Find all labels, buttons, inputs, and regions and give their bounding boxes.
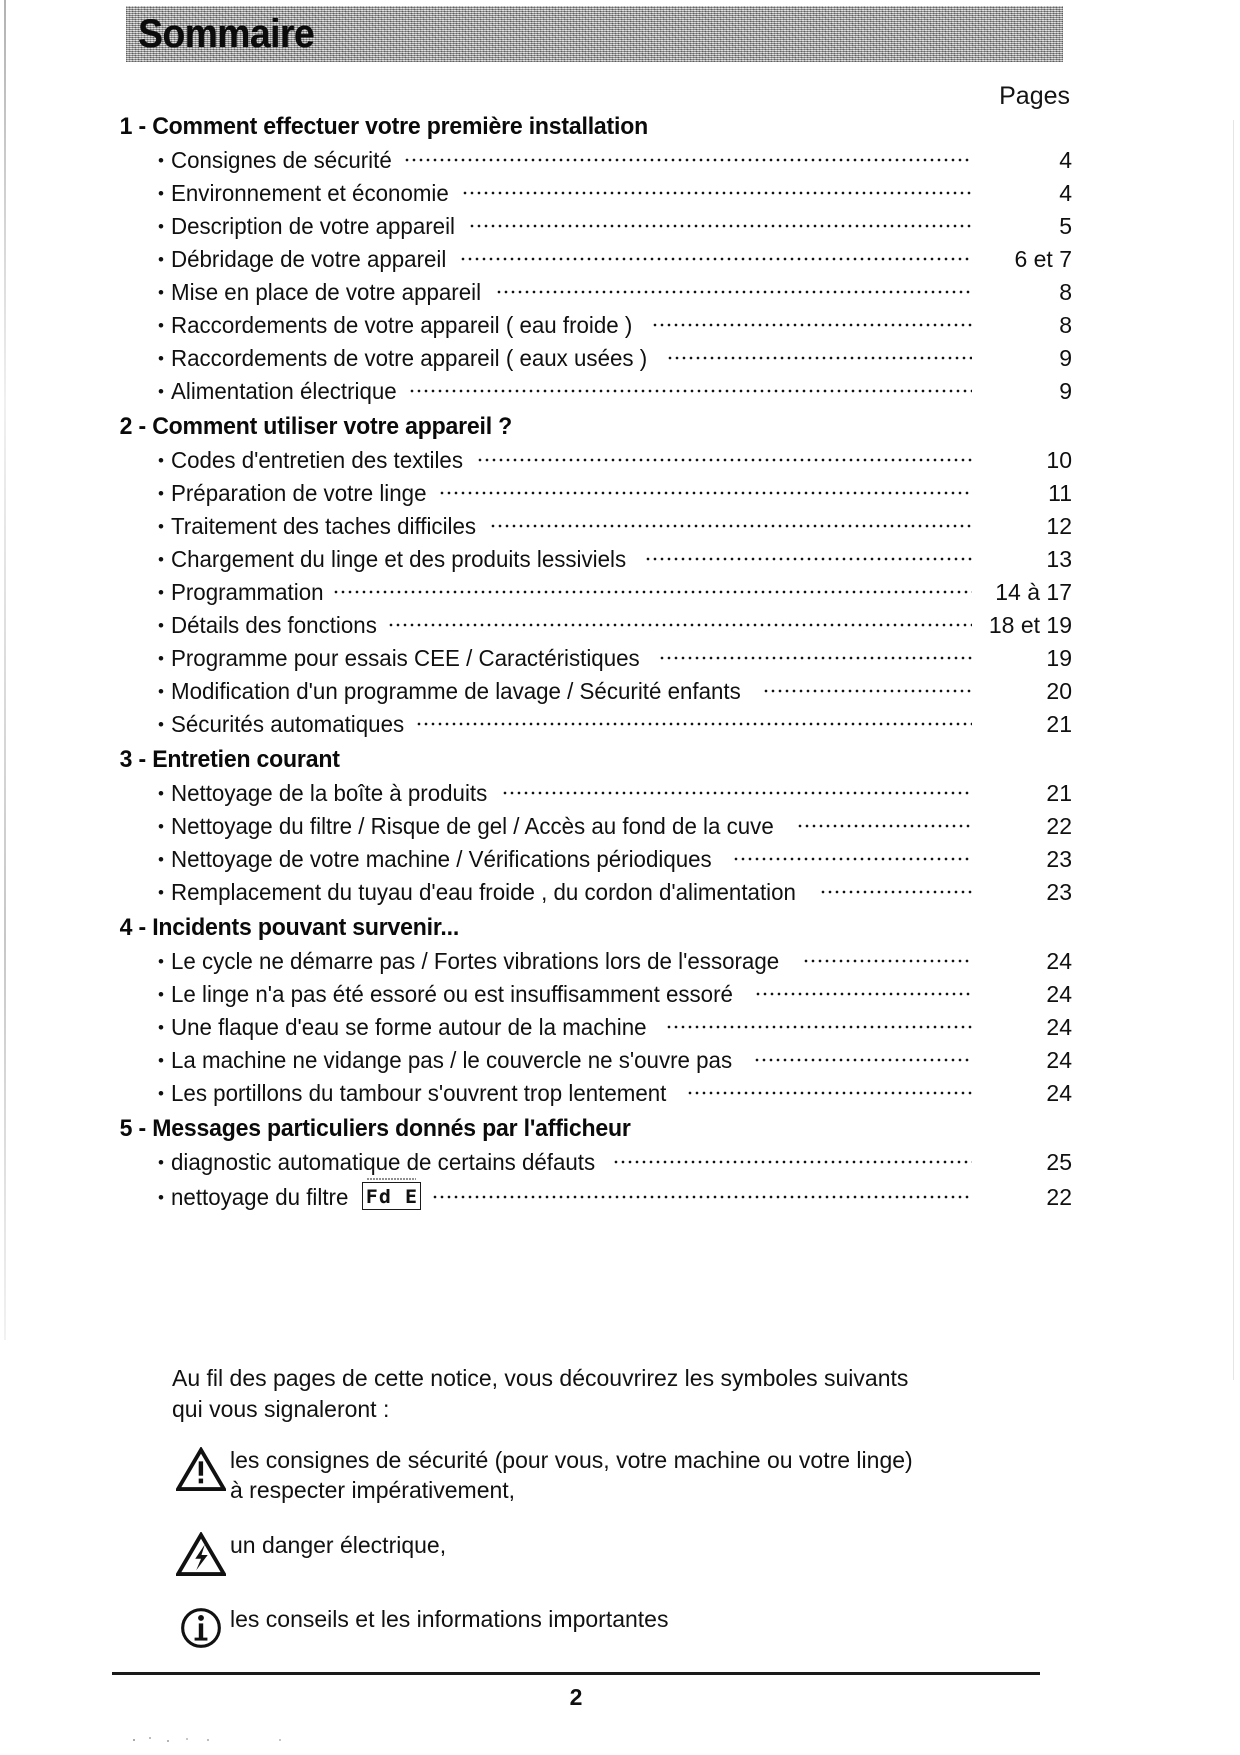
symbol-legend <box>172 1443 1002 1676</box>
toc-entry-page-number: 24 <box>1046 1047 1072 1073</box>
toc-section-title: 1 - Comment effectuer votre première installation <box>119 113 649 140</box>
toc-entry[interactable] <box>158 243 1072 276</box>
bullet-icon: • <box>158 250 164 269</box>
toc-entry[interactable] <box>158 375 1072 408</box>
dot-leader <box>660 655 972 661</box>
toc-entry[interactable] <box>158 810 1072 843</box>
bullet-icon: • <box>158 184 164 203</box>
toc-entry[interactable] <box>158 177 1072 210</box>
bullet-icon: • <box>158 1153 164 1172</box>
dot-leader <box>440 490 972 496</box>
symbols-intro-note <box>172 1363 972 1425</box>
dot-leader <box>491 523 972 529</box>
toc-entry-page-number: 24 <box>1046 981 1072 1007</box>
dot-leader <box>821 889 972 895</box>
bullet-icon: • <box>158 382 164 401</box>
toc-entry[interactable] <box>158 777 1072 810</box>
bullet-icon: • <box>158 715 164 734</box>
dot-leader <box>470 223 972 229</box>
scan-edge-artifact-left <box>4 0 6 1340</box>
bullet-icon: • <box>158 151 164 170</box>
toc-entry-label: Environnement et économie <box>170 180 449 206</box>
toc-entry[interactable] <box>158 1011 1072 1044</box>
toc-entry[interactable] <box>158 210 1072 243</box>
toc-section <box>112 909 1072 1110</box>
scan-speckle-artifact <box>130 1735 330 1745</box>
dot-leader <box>405 157 972 163</box>
symbol-text-line-1: un danger électrique, <box>230 1531 447 1558</box>
bullet-icon: • <box>158 484 164 503</box>
symbol-text-line-2: à respecter impérativement, <box>230 1477 516 1504</box>
toc-entry-page-number: 6 et 7 <box>1014 246 1072 272</box>
symbol-legend-text <box>230 1602 1002 1634</box>
toc-entry-page-number: 4 <box>1059 180 1072 206</box>
toc-section-title: 2 - Comment utiliser votre appareil ? <box>119 413 513 440</box>
toc-entry-label: Débridage de votre appareil <box>170 246 447 272</box>
bullet-icon: • <box>158 952 164 971</box>
toc-section-title: 3 - Entretien courant <box>119 746 340 773</box>
bullet-icon: • <box>158 1188 164 1207</box>
bullet-icon: • <box>158 451 164 470</box>
toc-entry[interactable] <box>158 1146 1072 1179</box>
bullet-icon: • <box>158 1051 164 1070</box>
toc-entry[interactable] <box>158 276 1072 309</box>
dot-leader <box>804 958 972 964</box>
bullet-icon: • <box>158 217 164 236</box>
toc-entry-page-number: 8 <box>1059 279 1072 305</box>
bullet-icon: • <box>158 985 164 1004</box>
bullet-icon: • <box>158 883 164 902</box>
toc-entry-page-number: 14 à 17 <box>995 579 1072 605</box>
toc-section <box>112 741 1072 909</box>
toc-entry[interactable] <box>158 309 1072 342</box>
toc-entry-page-number: 10 <box>1046 447 1072 473</box>
symbol-legend-text <box>230 1528 1002 1560</box>
toc-entry-page-number: 13 <box>1046 546 1072 572</box>
electrical-hazard-triangle-icon <box>172 1528 230 1580</box>
toc-entry[interactable] <box>158 876 1072 909</box>
toc-entry-label: nettoyage du filtre <box>170 1184 349 1210</box>
toc-entry-label: Programme pour essais CEE / Caractéristiques <box>170 645 640 671</box>
toc-entry-page-number: 12 <box>1046 513 1072 539</box>
toc-entry[interactable] <box>158 477 1072 510</box>
bullet-icon: • <box>158 1018 164 1037</box>
dot-leader <box>667 1024 972 1030</box>
bullet-icon: • <box>158 517 164 536</box>
bullet-icon: • <box>158 283 164 302</box>
toc-entry-label: Traitement des taches difficiles <box>170 513 477 539</box>
toc-entry-page-number: 4 <box>1059 147 1072 173</box>
dot-leader <box>688 1090 972 1096</box>
toc-entry-label: Codes d'entretien des textiles <box>170 447 463 473</box>
toc-entry[interactable] <box>158 675 1072 708</box>
toc-entry-label: Remplacement du tuyau d'eau froide , du cordon d'alimentation <box>170 879 796 905</box>
toc-entry[interactable] <box>158 609 1072 642</box>
toc-entry-page-number: 23 <box>1046 846 1072 872</box>
symbol-legend-row <box>172 1528 1002 1580</box>
toc-section-title: 4 - Incidents pouvant survenir... <box>119 914 460 941</box>
toc-entry-label: Raccordements de votre appareil ( eau froide ) <box>170 312 633 338</box>
toc-entry[interactable] <box>158 843 1072 876</box>
symbol-legend-row <box>172 1443 1002 1506</box>
toc-entry[interactable] <box>158 144 1072 177</box>
dot-leader <box>798 823 972 829</box>
toc-entry-page-number: 24 <box>1046 948 1072 974</box>
bullet-icon: • <box>158 349 164 368</box>
toc-entry[interactable] <box>158 1077 1072 1110</box>
toc-entry[interactable] <box>158 642 1072 675</box>
bullet-icon: • <box>158 583 164 602</box>
information-circle-icon <box>172 1602 230 1654</box>
pages-column-label: Pages <box>999 82 1070 110</box>
toc-entry[interactable] <box>158 342 1072 375</box>
bullet-icon: • <box>158 850 164 869</box>
dot-leader <box>756 991 972 997</box>
toc-entry-label: Le linge n'a pas été essoré ou est insuffisamment essoré <box>170 981 733 1007</box>
toc-entry[interactable] <box>158 1179 1072 1217</box>
bullet-icon: • <box>158 616 164 635</box>
dot-leader <box>668 355 972 361</box>
toc-section <box>112 108 1072 408</box>
toc-entry-label: Sécurités automatiques <box>170 711 405 737</box>
dot-leader <box>389 622 972 628</box>
toc-entry-page-number: 5 <box>1059 213 1072 239</box>
page-title: Sommaire <box>138 11 315 56</box>
bullet-icon: • <box>158 550 164 569</box>
toc-entry-label: Préparation de votre linge <box>170 480 427 506</box>
toc-section <box>112 408 1072 741</box>
bullet-icon: • <box>158 817 164 836</box>
bullet-icon: • <box>158 784 164 803</box>
footer-divider <box>112 1672 1040 1675</box>
symbol-text-line-1: les conseils et les informations importantes <box>230 1605 669 1632</box>
dot-leader <box>646 556 972 562</box>
toc-entry[interactable] <box>158 708 1072 741</box>
footer-page-number: 2 <box>569 1684 583 1710</box>
toc-entry-label: Chargement du linge et des produits lessiviels <box>170 546 627 572</box>
toc-entry[interactable] <box>158 444 1072 477</box>
lcd-top-dots <box>367 1177 416 1181</box>
toc-entry[interactable] <box>158 978 1072 1011</box>
toc-entry-page-number: 9 <box>1059 378 1072 404</box>
toc-entry-page-number: 9 <box>1059 345 1072 371</box>
toc-entry-label: Détails des fonctions <box>170 612 377 638</box>
dot-leader <box>755 1057 972 1063</box>
toc-entry-page-number: 21 <box>1046 780 1072 806</box>
toc-entry-label: Raccordements de votre appareil ( eaux usées ) <box>170 345 648 371</box>
toc-entry-label: Consignes de sécurité <box>170 147 392 173</box>
toc-entry-label: Mise en place de votre appareil <box>170 279 482 305</box>
table-of-contents <box>112 108 1072 1217</box>
page-header-band <box>126 6 1063 62</box>
toc-entry-page-number: 18 et 19 <box>988 612 1072 638</box>
toc-section <box>112 1110 1072 1217</box>
dot-leader <box>764 688 972 694</box>
note-line-2: qui vous signaleront : <box>172 1396 390 1423</box>
dot-leader <box>433 1194 972 1200</box>
toc-entry-label: Modification d'un programme de lavage / Sécurité enfants <box>170 678 741 704</box>
dot-leader <box>461 256 972 262</box>
dot-leader <box>503 790 972 796</box>
toc-entry[interactable] <box>158 945 1072 978</box>
dot-leader <box>463 190 972 196</box>
note-line-1: Au fil des pages de cette notice, vous découvrirez les symboles suivants <box>172 1365 909 1391</box>
toc-entry-label: Nettoyage de votre machine / Vérifications périodiques <box>170 846 712 872</box>
toc-entry-label: Les portillons du tambour s'ouvrent trop lentement <box>170 1080 667 1106</box>
toc-entry[interactable] <box>158 576 1072 609</box>
toc-entry-page-number: 22 <box>1046 1184 1072 1210</box>
warning-triangle-icon <box>172 1443 230 1495</box>
dot-leader <box>497 289 972 295</box>
toc-entry-page-number: 21 <box>1046 711 1072 737</box>
toc-entry-label: Programmation <box>170 579 324 605</box>
lcd-display-text: Fd E <box>365 1186 418 1208</box>
toc-entry[interactable] <box>158 510 1072 543</box>
toc-section-title: 5 - Messages particuliers donnés par l'afficheur <box>119 1115 631 1142</box>
bullet-icon: • <box>158 682 164 701</box>
toc-entry-label: La machine ne vidange pas / le couvercle ne s'ouvre pas <box>170 1047 733 1073</box>
bullet-icon: • <box>158 316 164 335</box>
toc-entry-page-number: 22 <box>1046 813 1072 839</box>
dot-leader <box>734 856 972 862</box>
toc-entry-label: diagnostic automatique de certains défauts <box>170 1149 596 1175</box>
toc-entry-page-number: 20 <box>1046 678 1072 704</box>
toc-entry-label: Nettoyage du filtre / Risque de gel / Accès au fond de la cuve <box>170 813 774 839</box>
symbol-text-line-1: les consignes de sécurité (pour vous, votre machine ou votre linge) <box>230 1447 913 1473</box>
scan-edge-artifact-right <box>1233 120 1234 1380</box>
toc-entry-label: Nettoyage de la boîte à produits <box>170 780 488 806</box>
dot-leader <box>478 457 972 463</box>
toc-entry-page-number: 24 <box>1046 1014 1072 1040</box>
symbol-legend-row <box>172 1602 1002 1654</box>
toc-entry[interactable] <box>158 543 1072 576</box>
toc-entry-page-number: 25 <box>1046 1149 1072 1175</box>
dot-leader <box>417 721 972 727</box>
dot-leader <box>653 322 972 328</box>
toc-entry-label: Le cycle ne démarre pas / Fortes vibrations lors de l'essorage <box>170 948 780 974</box>
dot-leader <box>614 1159 972 1165</box>
toc-entry[interactable] <box>158 1044 1072 1077</box>
dot-leader <box>334 589 972 595</box>
toc-entry-page-number: 24 <box>1046 1080 1072 1106</box>
toc-entry-page-number: 19 <box>1046 645 1072 671</box>
toc-entry-page-number: 23 <box>1046 879 1072 905</box>
bullet-icon: • <box>158 1084 164 1103</box>
toc-entry-page-number: 11 <box>1048 480 1072 506</box>
toc-entry-label: Alimentation électrique <box>170 378 397 404</box>
symbol-legend-text <box>230 1443 1002 1506</box>
toc-entry-page-number: 8 <box>1059 312 1072 338</box>
bullet-icon: • <box>158 649 164 668</box>
lcd-display-icon <box>362 1182 421 1210</box>
toc-entry-label: Une flaque d'eau se forme autour de la machine <box>170 1014 647 1040</box>
toc-entry-label: Description de votre appareil <box>170 213 455 239</box>
dot-leader <box>410 388 972 394</box>
